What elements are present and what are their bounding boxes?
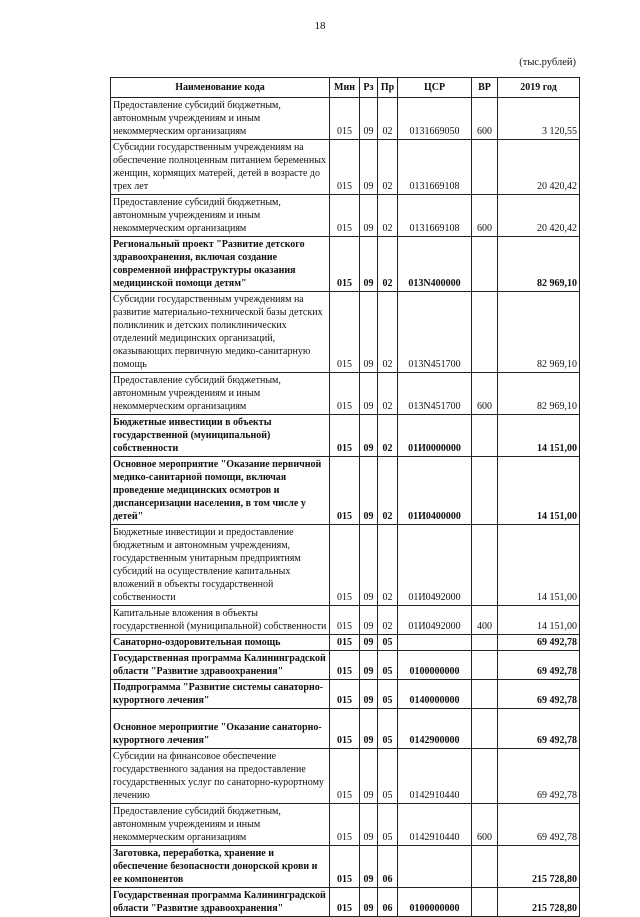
row-vr — [472, 292, 498, 373]
row-pr: 02 — [378, 606, 398, 635]
row-rz: 09 — [360, 292, 378, 373]
row-min: 015 — [330, 846, 360, 888]
row-rz: 09 — [360, 525, 378, 606]
row-name: Субсидии государственным учреждениям на обеспечение полноценным питанием беременных женщин, кормящих матерей, детей в возрасте до трех лет — [111, 140, 330, 195]
row-rz: 09 — [360, 415, 378, 457]
row-name: Региональный проект "Развитие детского здравоохранения, включая создание современной инфраструктуры оказания медицинской помощи детям" — [111, 237, 330, 292]
row-pr: 05 — [378, 635, 398, 651]
row-min: 015 — [330, 606, 360, 635]
row-vr — [472, 846, 498, 888]
row-name: Предоставление субсидий бюджетным, автономным учреждениям и иным некоммерческим организациям — [111, 195, 330, 237]
row-rz: 09 — [360, 709, 378, 749]
row-csr: 013N451700 — [398, 373, 472, 415]
row-name: Предоставление субсидий бюджетным, автономным учреждениям и иным некоммерческим организациям — [111, 804, 330, 846]
header-vr: ВР — [472, 78, 498, 98]
row-vr — [472, 635, 498, 651]
table-row — [111, 804, 580, 846]
row-name: Капитальные вложения в объекты государственной (муниципальной) собственности — [111, 606, 330, 635]
row-amount: 215 728,80 — [498, 846, 580, 888]
row-pr: 06 — [378, 888, 398, 917]
row-vr — [472, 525, 498, 606]
units-label: (тыс.рублей) — [519, 57, 576, 68]
row-min: 015 — [330, 237, 360, 292]
row-name: Основное мероприятие "Оказание первичной медико-санитарной помощи, включая проведение медицинских осмотров и диспансеризации населения, в том числе у детей" — [111, 457, 330, 525]
row-name: Субсидии государственным учреждениям на развитие материально-технической базы детских поликлиник и детских поликлинических отделений медицинских организаций, оказывающих первичную медико-санитарную помощь — [111, 292, 330, 373]
header-min: Мин — [330, 78, 360, 98]
table-row — [111, 457, 580, 525]
row-pr: 05 — [378, 680, 398, 709]
row-csr: 013N400000 — [398, 237, 472, 292]
table-row — [111, 237, 580, 292]
row-csr: 0142900000 — [398, 709, 472, 749]
row-rz: 09 — [360, 140, 378, 195]
table-row — [111, 415, 580, 457]
table-row — [111, 680, 580, 709]
row-rz: 09 — [360, 888, 378, 917]
row-min: 015 — [330, 373, 360, 415]
row-pr: 02 — [378, 237, 398, 292]
row-amount: 14 151,00 — [498, 606, 580, 635]
row-amount: 14 151,00 — [498, 415, 580, 457]
row-csr — [398, 635, 472, 651]
row-csr: 0131669108 — [398, 195, 472, 237]
row-name: Государственная программа Калининградской области "Развитие здравоохранения" — [111, 651, 330, 680]
row-rz: 09 — [360, 98, 378, 140]
row-pr: 05 — [378, 804, 398, 846]
table-row — [111, 606, 580, 635]
table-row — [111, 749, 580, 804]
row-pr: 02 — [378, 98, 398, 140]
row-pr: 02 — [378, 373, 398, 415]
row-amount: 215 728,80 — [498, 888, 580, 917]
row-vr — [472, 888, 498, 917]
header-rz: Рз — [360, 78, 378, 98]
header-csr: ЦСР — [398, 78, 472, 98]
row-rz: 09 — [360, 373, 378, 415]
row-name: Предоставление субсидий бюджетным, автономным учреждениям и иным некоммерческим организациям — [111, 373, 330, 415]
row-name: Подпрограмма "Развитие системы санаторно-курортного лечения" — [111, 680, 330, 709]
row-rz: 09 — [360, 749, 378, 804]
row-name: Основное мероприятие "Оказание санаторно-курортного лечения" — [111, 709, 330, 749]
row-pr: 02 — [378, 415, 398, 457]
table-row — [111, 292, 580, 373]
header-year: 2019 год — [498, 78, 580, 98]
row-vr — [472, 415, 498, 457]
row-min: 015 — [330, 292, 360, 373]
row-min: 015 — [330, 804, 360, 846]
row-vr: 600 — [472, 373, 498, 415]
row-amount: 69 492,78 — [498, 749, 580, 804]
row-amount: 69 492,78 — [498, 709, 580, 749]
row-csr: 01И0000000 — [398, 415, 472, 457]
row-pr: 02 — [378, 195, 398, 237]
row-csr: 0131669108 — [398, 140, 472, 195]
row-csr: 01И0400000 — [398, 457, 472, 525]
row-vr: 400 — [472, 606, 498, 635]
row-min: 015 — [330, 651, 360, 680]
row-pr: 06 — [378, 846, 398, 888]
row-amount: 69 492,78 — [498, 651, 580, 680]
header-name: Наименование кода — [111, 78, 330, 98]
row-amount: 3 120,55 — [498, 98, 580, 140]
row-rz: 09 — [360, 606, 378, 635]
row-csr: 01И0492000 — [398, 606, 472, 635]
row-min: 015 — [330, 709, 360, 749]
table-row — [111, 709, 580, 749]
row-pr: 02 — [378, 292, 398, 373]
row-vr: 600 — [472, 195, 498, 237]
row-vr: 600 — [472, 804, 498, 846]
row-amount: 69 492,78 — [498, 804, 580, 846]
row-rz: 09 — [360, 804, 378, 846]
row-pr: 02 — [378, 525, 398, 606]
row-csr: 0142910440 — [398, 804, 472, 846]
row-min: 015 — [330, 525, 360, 606]
table-row — [111, 888, 580, 917]
header-pr: Пр — [378, 78, 398, 98]
row-rz: 09 — [360, 846, 378, 888]
row-vr — [472, 140, 498, 195]
row-name: Заготовка, переработка, хранение и обеспечение безопасности донорской крови и ее компонентов — [111, 846, 330, 888]
row-pr: 05 — [378, 749, 398, 804]
row-csr — [398, 846, 472, 888]
row-csr: 0140000000 — [398, 680, 472, 709]
row-vr — [472, 651, 498, 680]
row-name: Государственная программа Калининградской области "Развитие здравоохранения" — [111, 888, 330, 917]
row-amount: 82 969,10 — [498, 237, 580, 292]
row-csr: 0142910440 — [398, 749, 472, 804]
row-name: Предоставление субсидий бюджетным, автономным учреждениям и иным некоммерческим организациям — [111, 98, 330, 140]
table-row — [111, 525, 580, 606]
table-row — [111, 195, 580, 237]
table-row — [111, 651, 580, 680]
row-min: 015 — [330, 749, 360, 804]
row-min: 015 — [330, 415, 360, 457]
row-min: 015 — [330, 888, 360, 917]
page-number: 18 — [314, 20, 326, 32]
row-rz: 09 — [360, 651, 378, 680]
row-pr: 05 — [378, 709, 398, 749]
table-row — [111, 98, 580, 140]
row-min: 015 — [330, 680, 360, 709]
row-amount: 82 969,10 — [498, 292, 580, 373]
row-name: Бюджетные инвестиции в объекты государственной (муниципальной) собственности — [111, 415, 330, 457]
budget-table — [110, 77, 580, 917]
table-row — [111, 846, 580, 888]
row-min: 015 — [330, 195, 360, 237]
row-csr: 01И0492000 — [398, 525, 472, 606]
row-amount: 20 420,42 — [498, 140, 580, 195]
row-pr: 02 — [378, 457, 398, 525]
row-pr: 02 — [378, 140, 398, 195]
row-vr — [472, 237, 498, 292]
row-vr: 600 — [472, 98, 498, 140]
row-name: Бюджетные инвестиции и предоставление бюджетным и автономным учреждениям, государственным унитарным предприятиям субсидий на осуществление капитальных вложений в объекты государственной собственности — [111, 525, 330, 606]
row-min: 015 — [330, 457, 360, 525]
row-min: 015 — [330, 140, 360, 195]
row-csr: 0100000000 — [398, 651, 472, 680]
row-min: 015 — [330, 635, 360, 651]
row-vr — [472, 749, 498, 804]
row-amount: 14 151,00 — [498, 457, 580, 525]
row-rz: 09 — [360, 635, 378, 651]
row-amount: 20 420,42 — [498, 195, 580, 237]
table-body — [111, 98, 580, 917]
table-row — [111, 140, 580, 195]
row-vr — [472, 680, 498, 709]
row-amount: 69 492,78 — [498, 680, 580, 709]
row-min: 015 — [330, 98, 360, 140]
row-amount: 82 969,10 — [498, 373, 580, 415]
row-rz: 09 — [360, 195, 378, 237]
table-header-row — [111, 78, 580, 98]
table-row — [111, 635, 580, 651]
row-name: Субсидии на финансовое обеспечение государственного задания на предоставление государственных услуг по санаторно-курортному лечению — [111, 749, 330, 804]
row-csr: 013N451700 — [398, 292, 472, 373]
row-csr: 0131669050 — [398, 98, 472, 140]
row-pr: 05 — [378, 651, 398, 680]
row-amount: 69 492,78 — [498, 635, 580, 651]
row-name: Санаторно-оздоровительная помощь — [111, 635, 330, 651]
row-csr: 0100000000 — [398, 888, 472, 917]
row-rz: 09 — [360, 237, 378, 292]
row-amount: 14 151,00 — [498, 525, 580, 606]
row-rz: 09 — [360, 680, 378, 709]
row-rz: 09 — [360, 457, 378, 525]
table-row — [111, 373, 580, 415]
row-vr — [472, 457, 498, 525]
row-vr — [472, 709, 498, 749]
